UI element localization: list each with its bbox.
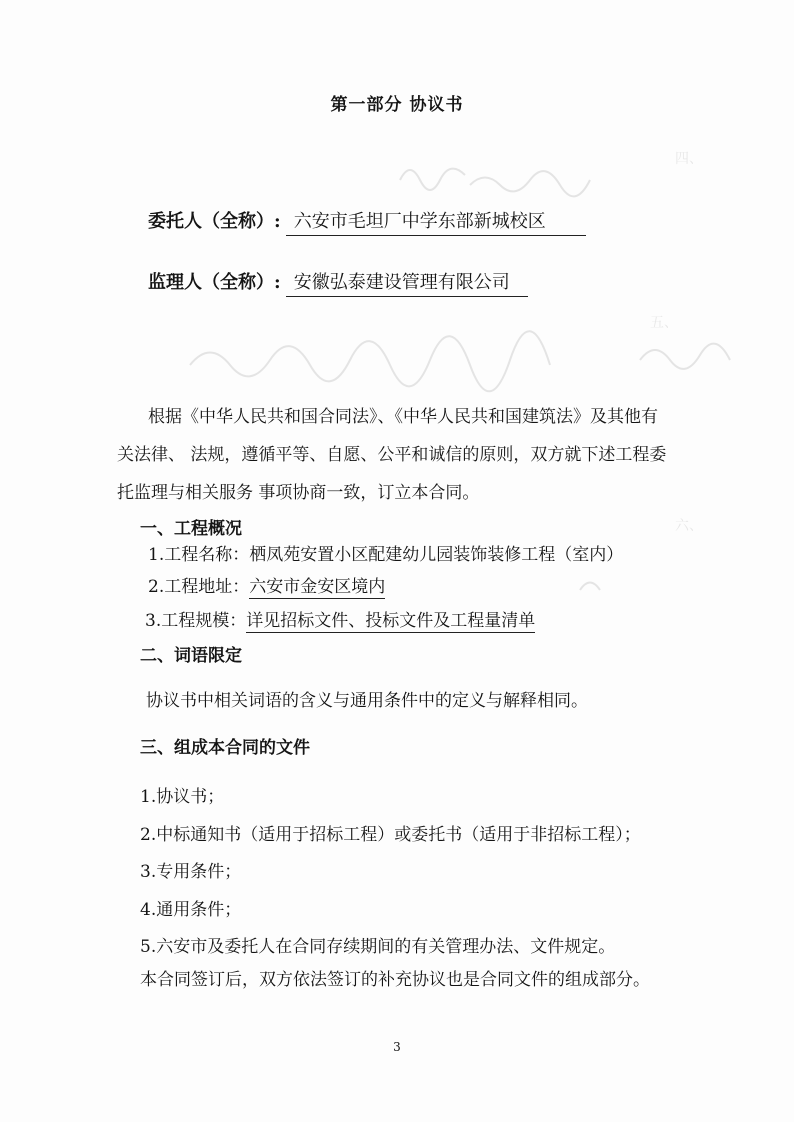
closing-statement: 本合同签订后，双方依法签订的补充协议也是合同文件的组成部分。	[140, 970, 650, 990]
project-address-label: 2.工程地址：	[148, 577, 250, 597]
supervisor-row	[148, 268, 528, 297]
bleed-text: 四、	[675, 151, 703, 167]
contract-document-item: 3.专用条件；	[140, 862, 242, 882]
project-name-row	[148, 540, 623, 565]
project-scale-label: 3.工程规模：	[145, 611, 247, 631]
project-address-value: 六安市金安区境内	[249, 577, 386, 597]
project-scale-row	[145, 606, 535, 631]
intro-line-3: 托监理与相关服务 事项协商一致，订立本合同。	[117, 483, 480, 503]
client-value: 六安市毛坦厂中学东部新城校区	[286, 207, 586, 236]
project-scale-value: 详见招标文件、投标文件及工程量清单	[246, 611, 536, 631]
intro-line-1: 根据《中华人民共和国合同法》、《中华人民共和国建筑法》及其他有	[148, 407, 658, 427]
section-2-text: 协议书中相关词语的含义与通用条件中的定义与解释相同。	[146, 691, 588, 711]
contract-document-item: 5.六安市及委托人在合同存续期间的有关管理办法、文件规定。	[140, 937, 616, 957]
contract-document-item: 2.中标通知书（适用于招标工程）或委托书（适用于非招标工程）；	[140, 825, 641, 845]
section-2-heading: 二、词语限定	[140, 646, 242, 666]
supervisor-label: 监理人（全称）:	[148, 272, 281, 293]
project-address-row	[148, 572, 385, 597]
contract-document-item: 1.协议书；	[140, 787, 225, 807]
page-number: 3	[393, 1040, 401, 1054]
project-name-label: 1.工程名称：	[148, 545, 250, 565]
client-label: 委托人（全称）:	[148, 211, 281, 232]
project-name-value: 栖凤苑安置小区配建幼儿园装饰装修工程（室内）	[249, 545, 624, 565]
intro-line-2: 关法律、 法规，遵循平等、自愿、公平和诚信的原则，双方就下述工程委	[117, 445, 667, 465]
client-row	[148, 207, 586, 236]
page-title: 第一部分 协议书	[330, 95, 464, 115]
section-3-heading: 三、组成本合同的文件	[140, 738, 310, 758]
bleed-text: 五、	[650, 315, 678, 331]
section-1-heading: 一、工程概况	[140, 519, 242, 539]
contract-document-item: 4.通用条件；	[140, 900, 242, 920]
supervisor-value: 安徽弘泰建设管理有限公司	[286, 268, 528, 297]
bleed-text: 六、	[675, 518, 703, 534]
